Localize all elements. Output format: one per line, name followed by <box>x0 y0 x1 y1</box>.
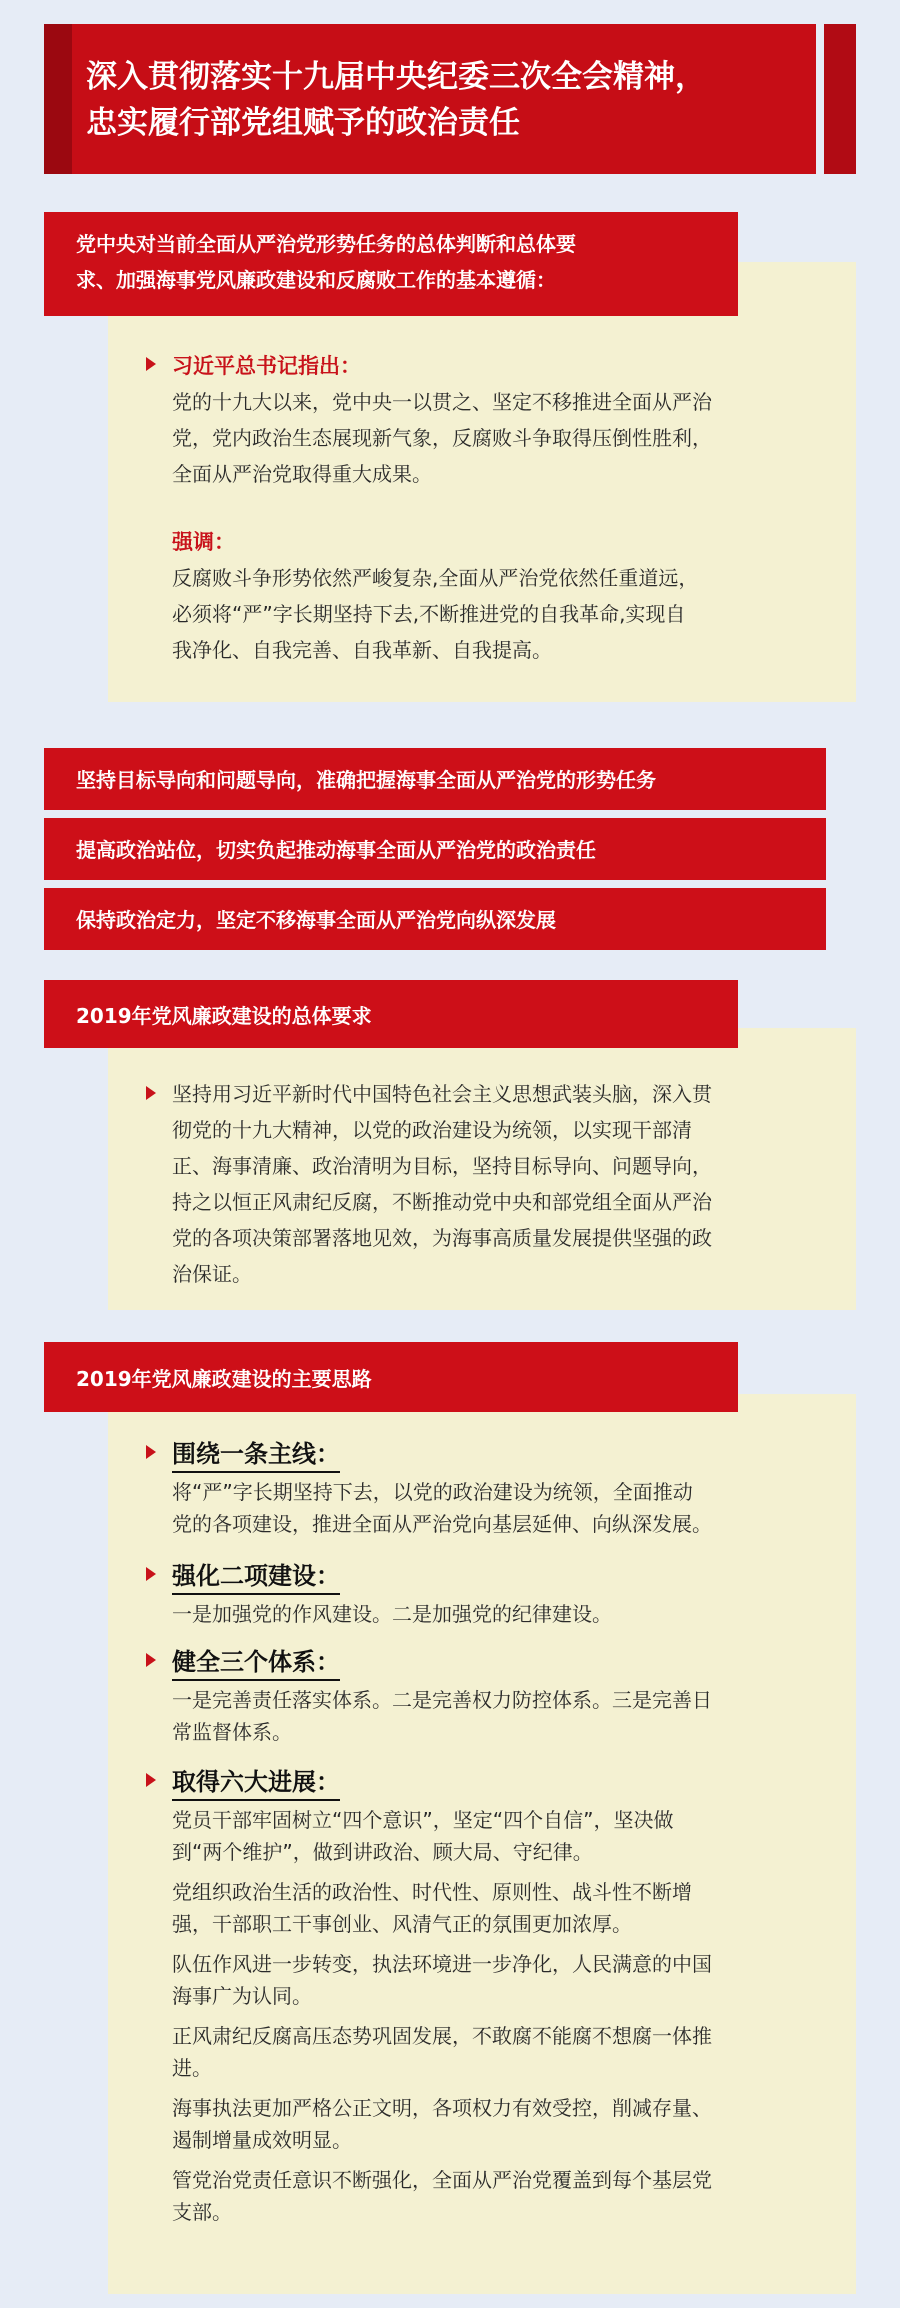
page-title <box>86 54 796 146</box>
progress-para-5 <box>172 2092 838 2156</box>
principle-bar-1 <box>44 748 826 810</box>
item-4-title: 取得六大进展： <box>172 1762 340 1801</box>
arrow-icon <box>146 1773 156 1787</box>
title-accent-bar <box>824 24 856 174</box>
text-line: 必须将“严”字长期坚持下去,不断推进党的自我革命,实现自 <box>172 602 686 626</box>
section1-header <box>44 212 738 316</box>
text-line: 到“两个维护”，做到讲政治、顾大局、守纪律。 <box>172 1840 593 1864</box>
progress-para-3 <box>172 1948 838 2012</box>
text-line: 一是完善责任落实体系。二是完善权力防控体系。三是完善日 <box>172 1688 712 1712</box>
progress-para-4 <box>172 2020 838 2084</box>
page-title-line-2: 忠实履行部党组赋予的政治责任 <box>86 105 520 141</box>
section1-label-2: 强调： <box>172 530 235 554</box>
text-line: 支部。 <box>172 2200 232 2224</box>
section1-text-2 <box>172 560 832 668</box>
title-banner <box>44 24 816 174</box>
item-3-title-wrap <box>172 1642 340 1681</box>
text-line: 强，干部职工干事创业、风清气正的氛围更加浓厚。 <box>172 1912 632 1936</box>
item-3-title: 健全三个体系： <box>172 1642 340 1681</box>
progress-para-6 <box>172 2164 838 2228</box>
item-1-title-wrap <box>172 1434 340 1473</box>
arrow-icon <box>146 1445 156 1459</box>
text-line: 党的十九大以来，党中央一以贯之、坚定不移推进全面从严治 <box>172 390 712 414</box>
text-line: 彻党的十九大精神，以党的政治建设为统领，以实现干部清 <box>172 1118 692 1142</box>
text-line: 党员干部牢固树立“四个意识”，坚定“四个自信”，坚决做 <box>172 1808 674 1832</box>
section3-header <box>44 1342 738 1412</box>
principle-bar-2-text: 提高政治站位，切实负起推动海事全面从严治党的政治责任 <box>76 838 596 862</box>
principle-bar-1-text: 坚持目标导向和问题导向，准确把握海事全面从严治党的形势任务 <box>76 768 656 792</box>
item-4-title-wrap <box>172 1762 340 1801</box>
progress-para-2 <box>172 1876 838 1940</box>
arrow-icon <box>146 1653 156 1667</box>
text-line: 治保证。 <box>172 1262 252 1286</box>
principle-bar-2 <box>44 818 826 880</box>
text-line: 党组织政治生活的政治性、时代性、原则性、战斗性不断增 <box>172 1880 692 1904</box>
text-line: 将“严”字长期坚持下去，以党的政治建设为统领，全面推动 <box>172 1480 693 1504</box>
text-line: 一是加强党的作风建设。二是加强党的纪律建设。 <box>172 1602 612 1626</box>
text-line: 队伍作风进一步转变，执法环境进一步净化，人民满意的中国 <box>172 1952 712 1976</box>
text-line: 坚持用习近平新时代中国特色社会主义思想武装头脑，深入贯 <box>172 1082 712 1106</box>
text-line: 党的各项决策部署落地见效，为海事高质量发展提供坚强的政 <box>172 1226 712 1250</box>
arrow-icon <box>146 357 156 371</box>
section2-header <box>44 980 738 1048</box>
principle-bar-3 <box>44 888 826 950</box>
text-line: 海事广为认同。 <box>172 1984 312 2008</box>
page-title-line-1: 深入贯彻落实十九届中央纪委三次全会精神， <box>86 59 706 95</box>
item-4-text <box>172 1804 838 2228</box>
item-1-title: 围绕一条主线： <box>172 1434 340 1473</box>
section3-header-text: 2019年党风廉政建设的主要思路 <box>76 1367 372 1391</box>
text-line: 管党治党责任意识不断强化，全面从严治党覆盖到每个基层党 <box>172 2168 712 2192</box>
text-line: 反腐败斗争形势依然严峻复杂,全面从严治党依然任重道远， <box>172 566 699 590</box>
item-3-text <box>172 1684 838 1748</box>
arrow-icon <box>146 1086 156 1100</box>
text-line: 进。 <box>172 2056 212 2080</box>
section1-label-1: 习近平总书记指出： <box>172 354 361 378</box>
text-line: 党的各项建设，推进全面从严治党向基层延伸、向纵深发展。 <box>172 1512 712 1536</box>
section1-header-line-1: 党中央对当前全面从严治党形势任务的总体判断和总体要 <box>76 232 576 256</box>
item-2-title: 强化二项建设： <box>172 1556 340 1595</box>
text-line: 全面从严治党取得重大成果。 <box>172 462 432 486</box>
arrow-icon <box>146 1567 156 1581</box>
item-2-title-wrap <box>172 1556 340 1595</box>
item-1-text <box>172 1476 838 1540</box>
text-line: 持之以恒正风肃纪反腐，不断推动党中央和部党组全面从严治 <box>172 1190 712 1214</box>
section2-text <box>172 1076 838 1292</box>
text-line: 正风肃纪反腐高压态势巩固发展，不敢腐不能腐不想腐一体推 <box>172 2024 712 2048</box>
text-line: 党，党内政治生态展现新气象，反腐败斗争取得压倒性胜利， <box>172 426 712 450</box>
text-line: 遏制增量成效明显。 <box>172 2128 352 2152</box>
text-line: 正、海事清廉、政治清明为目标，坚持目标导向、问题导向， <box>172 1154 712 1178</box>
section1-text-1 <box>172 384 832 492</box>
item-2-text <box>172 1598 838 1630</box>
principle-bar-3-text: 保持政治定力，坚定不移海事全面从严治党向纵深发展 <box>76 908 556 932</box>
text-line: 海事执法更加严格公正文明，各项权力有效受控，削减存量、 <box>172 2096 712 2120</box>
text-line: 我净化、自我完善、自我革新、自我提高。 <box>172 638 552 662</box>
section1-header-line-2: 求、加强海事党风廉政建设和反腐败工作的基本遵循： <box>76 268 556 292</box>
section2-header-text: 2019年党风廉政建设的总体要求 <box>76 1004 372 1028</box>
progress-para-1 <box>172 1804 838 1868</box>
text-line: 常监督体系。 <box>172 1720 292 1744</box>
